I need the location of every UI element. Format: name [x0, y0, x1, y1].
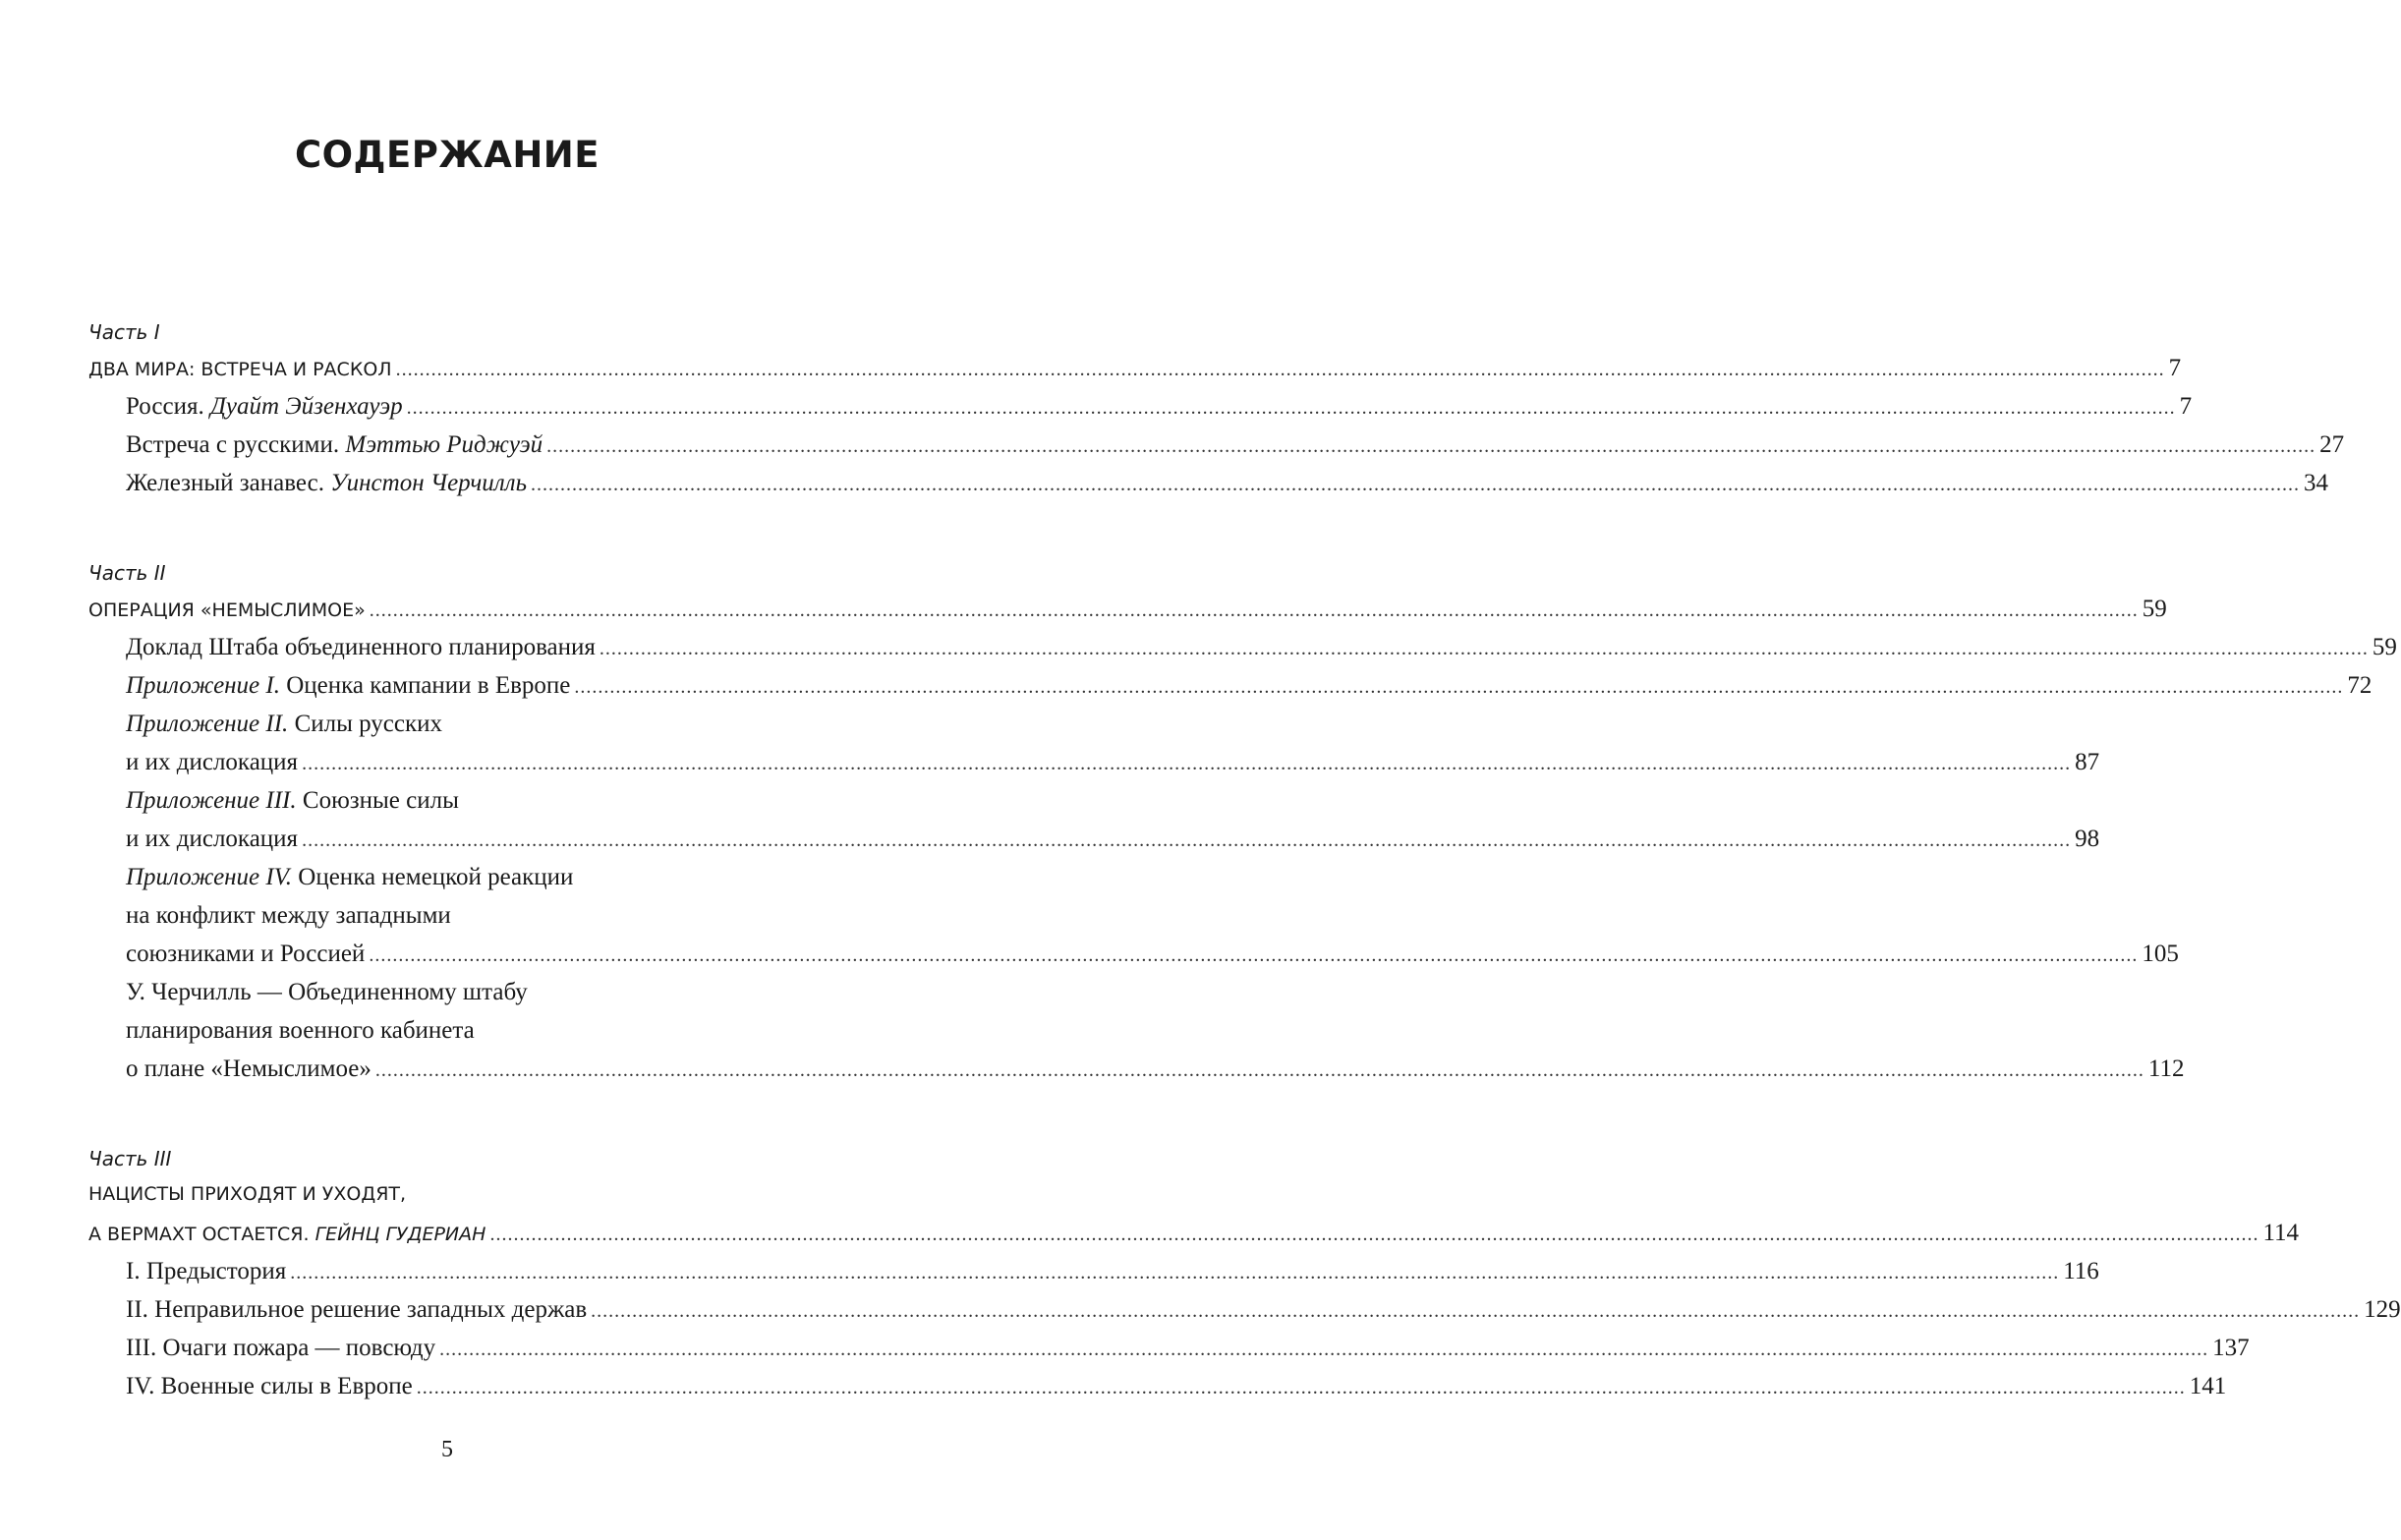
page-ref: 141	[2189, 1373, 2227, 1399]
page-ref: 114	[2262, 1220, 2300, 1246]
dot-leader: ............................................................................................................................................................................................................................................................................................................	[591, 1300, 2361, 1322]
toc-entry-line[interactable]: Приложение III. Союзные силы	[126, 787, 459, 814]
page-ref: 116	[2063, 1258, 2099, 1284]
toc-entry[interactable]: союзниками и Россией ............................................................................................................................................................................................................................................................................................................ 105	[88, 935, 810, 973]
toc-entry[interactable]: IV. Военные силы в Европе ............................................................................................................................................................................................................................................................................................................ 141	[88, 1367, 810, 1405]
entry-author: Уинстон Черчилль	[330, 470, 527, 496]
page-ref: 7	[2168, 355, 2182, 381]
part-label: Часть I	[88, 320, 160, 344]
page-number: 5	[441, 1437, 453, 1462]
dot-leader: ............................................................................................................................................................................................................................................................................................................	[546, 435, 2316, 457]
page-ref: 105	[2142, 941, 2179, 967]
dot-leader: ............................................................................................................................................................................................................................................................................................................	[302, 753, 2072, 774]
dot-leader: ............................................................................................................................................................................................................................................................................................................	[395, 359, 2165, 380]
dot-leader: ............................................................................................................................................................................................................................................................................................................	[599, 638, 2369, 659]
page-title: СОДЕРЖАНИЕ	[294, 134, 600, 176]
toc-entry[interactable]: III. Очаги пожара — повсюду ............................................................................................................................................................................................................................................................................................................ 137	[88, 1329, 810, 1367]
toc-entry[interactable]: Встреча с русскими. Мэттью Риджуэй ............................................................................................................................................................................................................................................................................................................ 27	[88, 426, 810, 464]
toc-entry-line[interactable]: Приложение II. Силы русских	[126, 711, 443, 737]
entry-author: Мэттью Риджуэй	[345, 431, 543, 458]
dot-leader: ............................................................................................................................................................................................................................................................................................................	[302, 829, 2072, 851]
appendix-prefix: Приложение I.	[126, 672, 280, 699]
entry-author: Дуайт Эйзенхауэр	[209, 393, 403, 420]
toc-part-3	[88, 1145, 2401, 1405]
dot-leader: ............................................................................................................................................................................................................................................................................................................	[574, 676, 2344, 698]
toc-entry[interactable]: и их дислокация ............................................................................................................................................................................................................................................................................................................ 87	[88, 743, 810, 781]
dot-leader: ............................................................................................................................................................................................................................................................................................................	[530, 474, 2300, 495]
page-ref: 34	[2303, 470, 2328, 496]
page-ref: 87	[2075, 749, 2100, 775]
toc-part-2	[88, 559, 2397, 1088]
toc-entry[interactable]: I. Предыстория ............................................................................................................................................................................................................................................................................................................ 116	[88, 1252, 810, 1290]
heading-author: ГЕЙНЦ ГУДЕРИАН	[314, 1224, 486, 1245]
part-heading[interactable]: А ВЕРМАХТ ОСТАЕТСЯ. ГЕЙНЦ ГУДЕРИАН ............................................................................................................................................................................................................................................................................................................ 114	[88, 1214, 810, 1252]
part-label: Часть II	[88, 561, 166, 585]
page-ref: 137	[2212, 1335, 2250, 1361]
toc-entry-line[interactable]: У. Черчилль — Объединенному штабу	[126, 979, 528, 1005]
appendix-prefix: Приложение II.	[126, 711, 289, 737]
part-heading[interactable]: ОПЕРАЦИЯ «НЕМЫСЛИМОЕ» ............................................................................................................................................................................................................................................................................................................ 59	[88, 590, 810, 628]
page-ref: 27	[2319, 431, 2345, 458]
table-of-contents	[88, 318, 2401, 1462]
toc-entry[interactable]: и их дислокация ............................................................................................................................................................................................................................................................................................................ 98	[88, 820, 810, 858]
dot-leader: ............................................................................................................................................................................................................................................................................................................	[439, 1339, 2209, 1360]
toc-entry[interactable]: II. Неправильное решение западных держав ............................................................................................................................................................................................................................................................................................................ 129	[88, 1290, 810, 1329]
page-ref: 7	[2179, 393, 2193, 420]
dot-leader: ............................................................................................................................................................................................................................................................................................................	[489, 1224, 2259, 1245]
part-heading-line[interactable]: НАЦИСТЫ ПРИХОДЯТ И УХОДЯТ,	[88, 1183, 407, 1205]
toc-entry[interactable]: Железный занавес. Уинстон Черчилль ............................................................................................................................................................................................................................................................................................................ 34	[88, 464, 810, 502]
page-ref: 72	[2347, 672, 2372, 699]
part-heading[interactable]: ДВА МИРА: ВСТРЕЧА И РАСКОЛ ............................................................................................................................................................................................................................................................................................................ 7	[88, 349, 810, 387]
toc-entry[interactable]: Доклад Штаба объединенного планирования ............................................................................................................................................................................................................................................................................................................ 59	[88, 628, 810, 666]
page-ref: 112	[2147, 1055, 2185, 1082]
toc-part-1	[88, 318, 2345, 502]
toc-entry-line[interactable]: Приложение IV. Оценка немецкой реакции	[126, 864, 574, 890]
page-ref: 59	[2372, 634, 2397, 660]
appendix-prefix: Приложение IV.	[126, 864, 293, 890]
dot-leader: ............................................................................................................................................................................................................................................................................................................	[369, 944, 2139, 966]
dot-leader: ............................................................................................................................................................................................................................................................................................................	[369, 599, 2139, 621]
toc-entry[interactable]: Россия. Дуайт Эйзенхауэр ............................................................................................................................................................................................................................................................................................................ 7	[88, 387, 810, 426]
page-ref: 59	[2142, 596, 2167, 622]
page-ref: 129	[2364, 1296, 2401, 1323]
toc-entry-line[interactable]: на конфликт между западными	[126, 902, 451, 929]
page-ref: 98	[2075, 826, 2100, 852]
dot-leader: ............................................................................................................................................................................................................................................................................................................	[290, 1262, 2060, 1283]
part-label: Часть III	[88, 1147, 172, 1170]
dot-leader: ............................................................................................................................................................................................................................................................................................................	[416, 1377, 2186, 1398]
dot-leader: ............................................................................................................................................................................................................................................................................................................	[406, 397, 2176, 419]
toc-entry[interactable]: Приложение I. Оценка кампании в Европе ............................................................................................................................................................................................................................................................................................................ 72	[88, 666, 810, 705]
toc-entry-line[interactable]: планирования военного кабинета	[126, 1017, 475, 1044]
appendix-prefix: Приложение III.	[126, 787, 297, 814]
toc-entry[interactable]: о плане «Немыслимое» ............................................................................................................................................................................................................................................................................................................ 112	[88, 1050, 810, 1088]
dot-leader: ............................................................................................................................................................................................................................................................................................................	[374, 1059, 2144, 1081]
